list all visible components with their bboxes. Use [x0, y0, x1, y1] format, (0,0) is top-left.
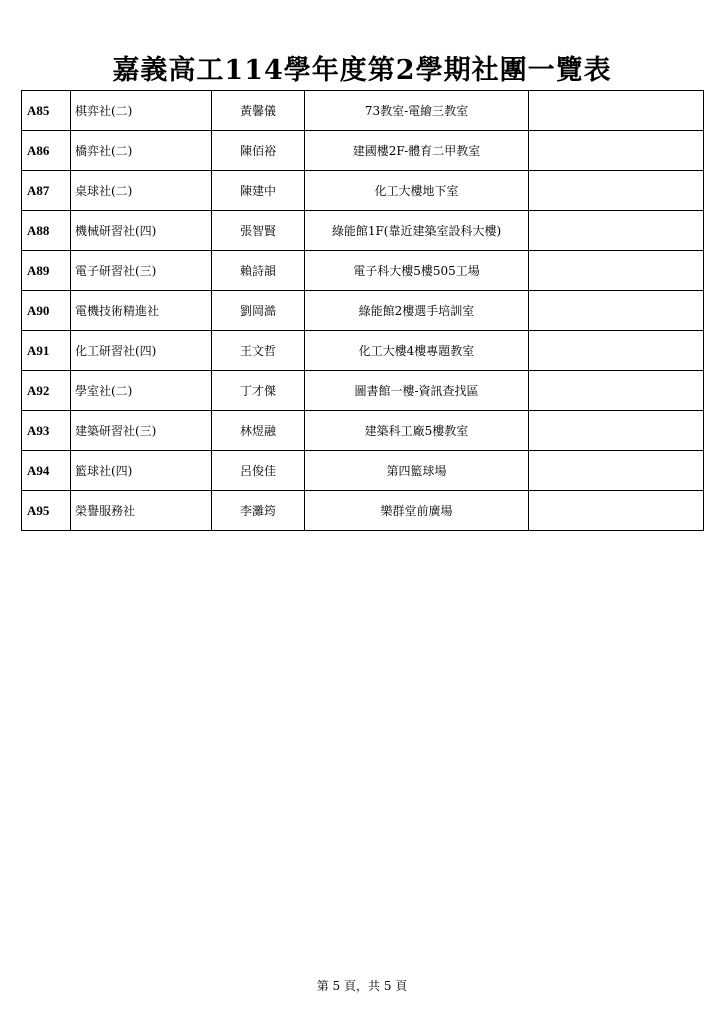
teacher-cell: 黃馨儀 [212, 91, 305, 131]
note-cell [529, 291, 704, 331]
location-cell: 樂群堂前廣場 [305, 491, 529, 531]
club-code-cell: A87 [22, 171, 71, 211]
club-code-cell: A85 [22, 91, 71, 131]
table-row [22, 491, 704, 531]
note-cell [529, 171, 704, 211]
table-row [22, 291, 704, 331]
table-row [22, 331, 704, 371]
table-row [22, 251, 704, 291]
club-code-cell: A90 [22, 291, 71, 331]
location-cell: 建國樓2F-體育二甲教室 [305, 131, 529, 171]
club-name-cell: 榮譽服務社 [71, 491, 212, 531]
table-row [22, 451, 704, 491]
club-name-cell: 機械研習社(四) [71, 211, 212, 251]
location-cell: 化工大樓地下室 [305, 171, 529, 211]
location-cell: 建築科工廠5樓教室 [305, 411, 529, 451]
club-code-cell: A91 [22, 331, 71, 371]
club-code-cell: A89 [22, 251, 71, 291]
note-cell [529, 451, 704, 491]
table-row [22, 411, 704, 451]
note-cell [529, 211, 704, 251]
club-code-cell: A86 [22, 131, 71, 171]
club-code-cell: A92 [22, 371, 71, 411]
club-table [21, 90, 704, 531]
note-cell [529, 411, 704, 451]
table-row [22, 211, 704, 251]
note-cell [529, 131, 704, 171]
club-name-cell: 籃球社(四) [71, 451, 212, 491]
teacher-cell: 賴詩韻 [212, 251, 305, 291]
note-cell [529, 91, 704, 131]
location-cell: 綠能館1F(靠近建築室設科大樓) [305, 211, 529, 251]
club-code-cell: A88 [22, 211, 71, 251]
teacher-cell: 張智賢 [212, 211, 305, 251]
teacher-cell: 陳佰裕 [212, 131, 305, 171]
teacher-cell: 丁才傑 [212, 371, 305, 411]
club-code-cell: A93 [22, 411, 71, 451]
location-cell: 圖書館一樓-資訊查找區 [305, 371, 529, 411]
teacher-cell: 呂俊佳 [212, 451, 305, 491]
club-name-cell: 橋弈社(二) [71, 131, 212, 171]
location-cell: 綠能館2樓選手培訓室 [305, 291, 529, 331]
table-row [22, 371, 704, 411]
club-name-cell: 電子研習社(三) [71, 251, 212, 291]
table-row [22, 171, 704, 211]
club-code-cell: A95 [22, 491, 71, 531]
club-name-cell: 棋弈社(二) [71, 91, 212, 131]
teacher-cell: 劉岡澔 [212, 291, 305, 331]
location-cell: 化工大樓4樓專題教室 [305, 331, 529, 371]
note-cell [529, 371, 704, 411]
club-name-cell: 電機技術精進社 [71, 291, 212, 331]
table-row [22, 131, 704, 171]
club-name-cell: 建築研習社(三) [71, 411, 212, 451]
page-title: 嘉義高工114學年度第2學期社團一覽表 [112, 55, 612, 86]
club-name-cell: 桌球社(二) [71, 171, 212, 211]
club-table-body [22, 91, 704, 531]
teacher-cell: 李灘筠 [212, 491, 305, 531]
note-cell [529, 251, 704, 291]
page-footer: 第 5 頁，共 5 頁 [316, 979, 408, 993]
location-cell: 第四籃球場 [305, 451, 529, 491]
club-name-cell: 化工研習社(四) [71, 331, 212, 371]
club-name-cell: 學室社(二) [71, 371, 212, 411]
location-cell: 73教室-電繪三教室 [305, 91, 529, 131]
table-row [22, 91, 704, 131]
note-cell [529, 491, 704, 531]
location-cell: 電子科大樓5樓505工場 [305, 251, 529, 291]
note-cell [529, 331, 704, 371]
teacher-cell: 王文哲 [212, 331, 305, 371]
teacher-cell: 林煜融 [212, 411, 305, 451]
club-code-cell: A94 [22, 451, 71, 491]
teacher-cell: 陳建中 [212, 171, 305, 211]
